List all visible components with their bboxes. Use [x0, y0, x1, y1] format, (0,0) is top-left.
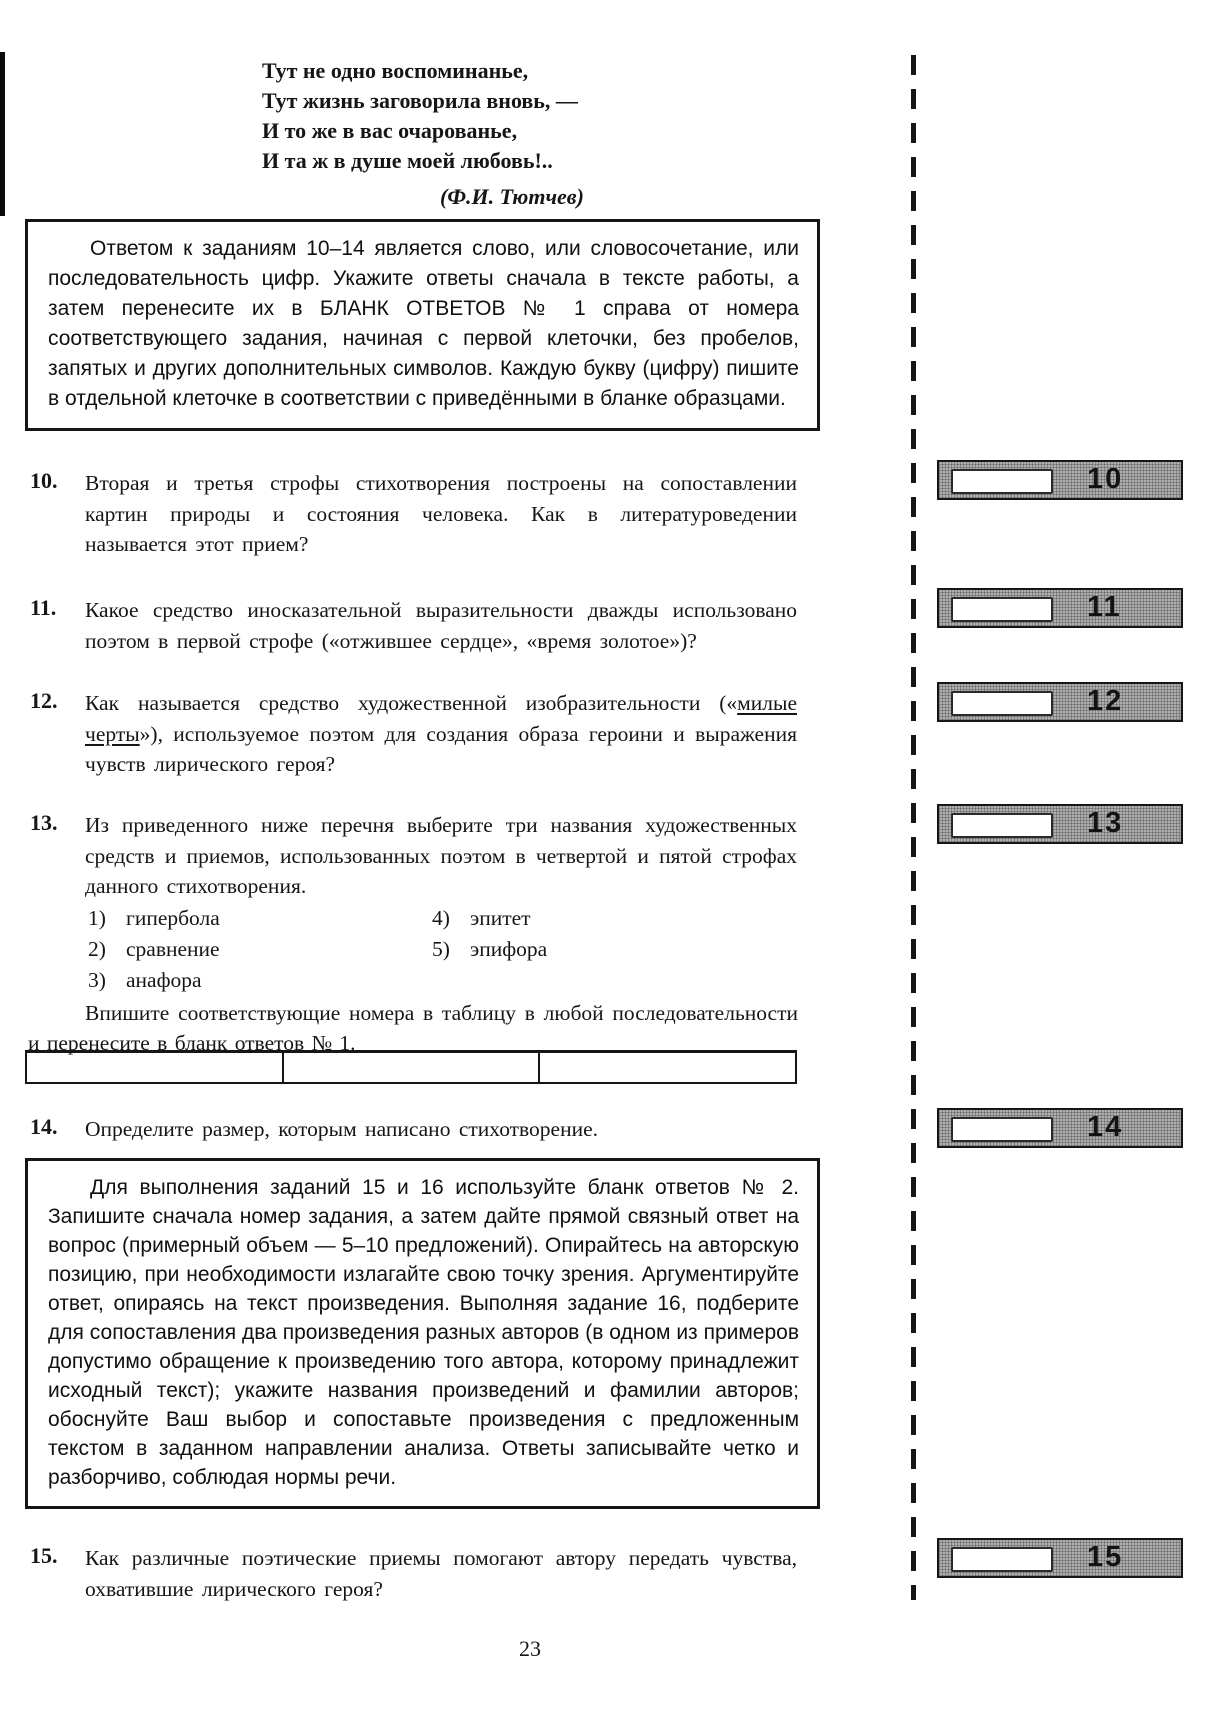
poem-line: Тут не одно воспоминанье,: [262, 58, 529, 83]
answer-write-box: [951, 691, 1053, 716]
question-text: Какое средство иносказательной выразительности дважды использовано поэтом в первой строфе («отжившее сердце», «время золотое»)?: [85, 598, 797, 653]
poem-line: Тут жизнь заговорила вновь, —: [262, 88, 578, 113]
question-text: Определите размер, которым написано стихотворение.: [85, 1117, 599, 1141]
option-number: 4): [432, 906, 450, 930]
question-text: [85, 688, 797, 780]
answer-badge-14: [937, 1108, 1183, 1148]
poem-line: И то же в вас очарованье,: [262, 118, 518, 143]
question-number: 15.: [30, 1543, 58, 1568]
option-item: [432, 906, 531, 931]
answer-table-cell: [284, 1053, 541, 1082]
answer-table-cell: [27, 1053, 284, 1082]
question-text: Как различные поэтические приемы помогают автору передать чувства, охватившие лирического героя?: [85, 1546, 797, 1601]
answer-write-box: [951, 469, 1053, 494]
option-number: 1): [88, 906, 106, 930]
underlined-term: милые черты: [85, 691, 797, 746]
answer-table: [25, 1050, 797, 1084]
badge-number: 10: [1087, 463, 1124, 495]
question-10: [0, 468, 820, 560]
badge-number: 15: [1087, 1541, 1124, 1573]
answer-write-box: [951, 597, 1053, 622]
answer-write-box: [951, 813, 1053, 838]
option-number: 2): [88, 937, 106, 961]
instruction-text: Для выполнения заданий 15 и 16 используйте бланк ответов № 2. Запишите сначала номер задания, а затем дайте прямой связный ответ на вопрос (примерный объем — 5–10 предложений). Опирайтесь на авторскую позицию, при необходимости излагайте свою точку зрения. Аргументируйте ответ, опираясь на текст произведения. Выполняя задание 16, подберите для сопоставления два произведения разных авторов (в одном из примеров допустимо обращение к произведению того автора, которому принадлежит исходный текст); укажите названия произведений и фамилии авторов; обоснуйте Ваш выбор и сопоставьте произведения с предложенным текстом в заданном направлении анализа. Ответы записывайте четко и разборчиво, соблюдая нормы речи.: [48, 1176, 799, 1489]
badge-number: 12: [1087, 685, 1124, 717]
question-15: [0, 1543, 820, 1604]
option-item: [88, 968, 202, 993]
poem-line: И та ж в душе моей любовь!..: [262, 148, 553, 173]
question-14: [0, 1114, 820, 1145]
question-text: Из приведенного ниже перечня выберите три названия художественных средств и приемов, использованных поэтом в четвертой и пятой строфах данного стихотворения.: [85, 813, 797, 898]
option-label: анафора: [126, 968, 202, 992]
option-number: 5): [432, 937, 450, 961]
question-number: 10.: [30, 468, 58, 493]
answer-badge-13: [937, 804, 1183, 844]
question-text-segment: Как называется средство художественной изобразительности («: [85, 691, 738, 715]
answer-badge-10: [937, 460, 1183, 500]
question-13: [0, 810, 820, 902]
option-item: [88, 906, 220, 931]
question-11: [0, 595, 820, 656]
answer-badge-11: [937, 588, 1183, 628]
option-item: [88, 937, 220, 962]
answer-write-box: [951, 1547, 1053, 1572]
question-number: 12.: [30, 688, 58, 713]
option-label: эпитет: [470, 906, 531, 930]
badge-number: 14: [1087, 1111, 1124, 1143]
answer-badge-15: [937, 1538, 1183, 1578]
instruction-box-answers: [25, 219, 820, 431]
scan-edge-artifact: [0, 52, 5, 216]
question-text-segment: »), используемое поэтом для создания образа героини и выражения чувств лирического героя?: [85, 721, 797, 776]
option-label: сравнение: [126, 937, 220, 961]
answer-write-box: [951, 1117, 1053, 1142]
question-text: Вторая и третья строфы стихотворения построены на сопоставлении картин природы и состояния человека. Как в литературоведении называется этот прием?: [85, 471, 797, 556]
answer-table-cell: [540, 1053, 795, 1082]
option-label: эпифора: [470, 937, 548, 961]
page-number: 23: [519, 1636, 541, 1661]
q13-footer-text: Впишите соответствующие номера в таблицу в любой последовательности и перенесите в бланк ответов № 1.: [28, 1001, 798, 1055]
question-number: 14.: [30, 1114, 58, 1139]
instruction-box-essay: [25, 1158, 820, 1509]
answer-badge-12: [937, 682, 1183, 722]
question-12: [0, 688, 820, 780]
poem-block: [262, 56, 584, 212]
instruction-text: Ответом к заданиям 10–14 является слово, или словосочетание, или последовательность цифр. Укажите ответы сначала в тексте работы, а затем перенесите их в БЛАНК ОТВЕТОВ № 1 справа от номера соответствующего задания, начиная с первой клеточки, без пробелов, запятых и других дополнительных символов. Каждую букву (цифру) пишите в отдельной клеточке в соответствии с приведёнными в бланке образцами.: [48, 237, 799, 410]
option-number: 3): [88, 968, 106, 992]
question-number: 11.: [30, 595, 57, 620]
dashed-margin-divider: [911, 55, 916, 1600]
option-item: [432, 937, 547, 962]
badge-number: 11: [1087, 591, 1122, 623]
question-number: 13.: [30, 810, 58, 835]
badge-number: 13: [1087, 807, 1124, 839]
option-label: гипербола: [126, 906, 220, 930]
poem-attribution: (Ф.И. Тютчев): [440, 184, 584, 209]
